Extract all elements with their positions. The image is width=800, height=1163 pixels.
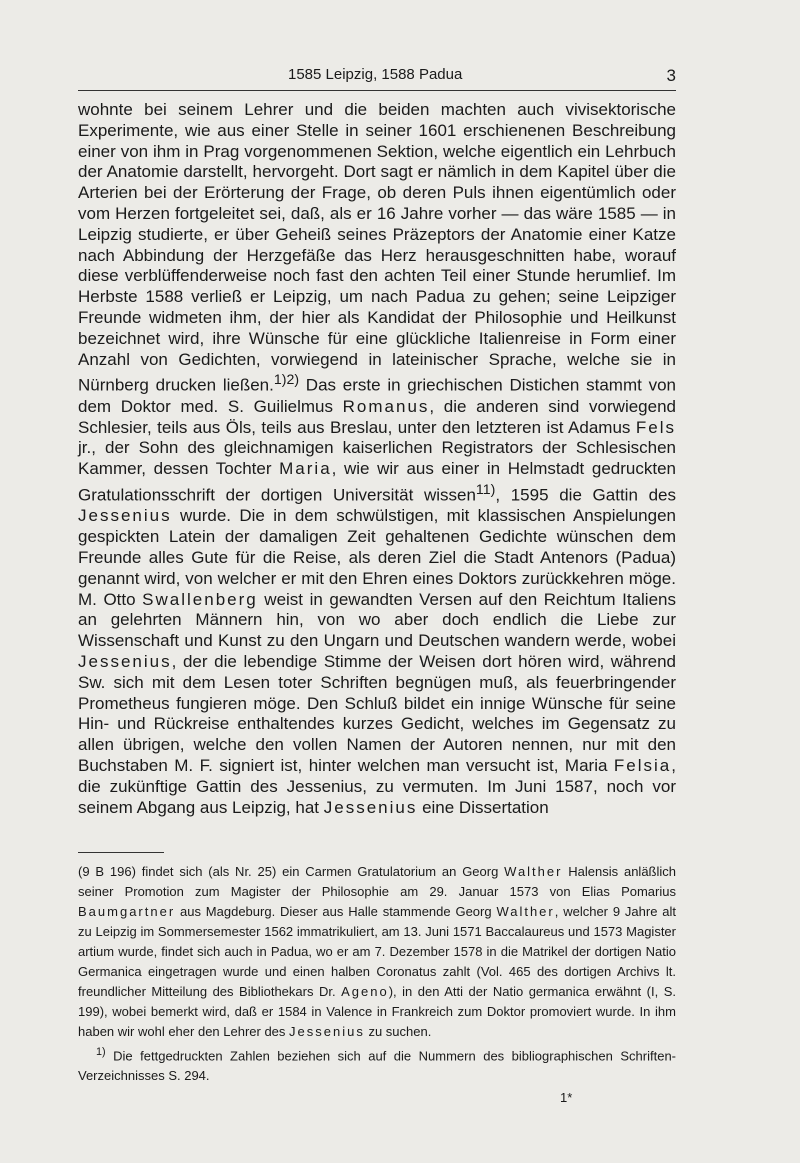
footnote-ref: 1) bbox=[273, 372, 287, 389]
person-name: Felsia bbox=[613, 756, 672, 776]
person-name: Walther bbox=[496, 904, 555, 919]
person-name: Romanus bbox=[342, 396, 430, 416]
footnote-ref: 11) bbox=[475, 482, 496, 498]
page-number: 3 bbox=[666, 66, 676, 85]
footnote-continued: (9 B 196) findet sich (als Nr. 25) ein Carmen Gratulatorium an Georg Walther Halensis anläßlich seiner Promotion zum Magister der Philosophie am 29. Januar 1573 von Elias Pomarius Baumgartner aus Magdeburg. Dieser aus Halle stammende Georg Walther, welcher 9 Jahre alt zu Leipzig im Sommersemester 1562 immatrikuliert, am 13. Juni 1571 Baccalaureus und 1573 Magister artium wurde, findet sich auch in Padua, wo er am 7. Dezember 1578 in die Matrikel der dortigen Natio Germanica eingetragen wurde und einen halben Coronatus zahlt (Vol. 465 des dortigen Archivs lt. freundlicher Mitteilung des Bibliothekars Dr. Ageno), in den Atti der Natio germanica erwähnt (I, S. 199), wobei bemerkt wird, daß er 1584 in Valence in Frankreich zum Doktor promoviert wurde. In ihm haben wir wohl eher den Lehrer des Jessenius zu suchen. bbox=[78, 864, 677, 1039]
person-name: Maria bbox=[279, 459, 332, 479]
body-text bbox=[78, 100, 676, 818]
footnote-mark: 1) bbox=[96, 1046, 106, 1058]
person-name: Jessenius bbox=[323, 797, 418, 817]
person-name: Jessenius bbox=[289, 1024, 365, 1039]
person-name: Walther bbox=[504, 864, 563, 879]
person-name: Ageno bbox=[341, 984, 389, 999]
person-name: Jessenius bbox=[78, 652, 172, 672]
person-name: Fels bbox=[635, 417, 676, 437]
footnote-ref: 2) bbox=[286, 372, 300, 389]
running-header bbox=[78, 66, 676, 91]
footnote-divider bbox=[78, 852, 164, 853]
person-name: Baumgartner bbox=[78, 904, 176, 919]
running-title: 1585 Leipzig, 1588 Padua bbox=[288, 66, 463, 83]
footnotes bbox=[78, 862, 676, 1086]
footnote-1: $^{1)}$ Die fettgedruckten Zahlen beziehen sich auf die Nummern des bibliographischen Schriften-Verzeichnisses S. 294. bbox=[78, 1046, 676, 1084]
person-name: Jessenius bbox=[78, 506, 172, 526]
person-name: Swallenberg bbox=[142, 589, 258, 609]
signature-mark: 1* bbox=[560, 1090, 573, 1105]
body-paragraph: wohnte bei seinem Lehrer und die beiden machten auch vivisektorische Experimente, wie aus einer Stelle in seiner 1601 erschienenen Beschreibung einer von ihm in Prag vorgenommenen Sektion, welche eigentlich ein Lehrbuch der Anatomie darstellt, hervorgeht. Dort sagt er nämlich in dem Kapitel über die Arterien bei der Erörterung der Frage, ob deren Puls ihnen eigentümlich oder vom Herzen fortgeleitet sei, daß, als er 16 Jahre vorher — das wäre 1585 — in Leipzig studierte, er über Geheiß seines Präzeptors der Anatomie einer Katze nach Abbindung der Herzgefäße das Herz herausgeschnitten habe, worauf diese verblüffenderweise noch fast den achten Teil einer Stunde herumlief. Im Herbste 1588 verließ er Leipzig, um nach Padua zu gehen; seine Leipziger Freunde widmeten ihm, der hier als Kandidat der Philosophie und Heilkunst bezeichnet wird, ihre Wünsche für eine glückliche Italienreise in Form einer Anzahl von Gedichten, vorwiegend in lateinischer Sprache, welche sie in Nürnberg drucken ließen.$^{1)2)}$ Das erste in griechischen Distichen stammt von dem Doktor med. S. Guilielmus Romanus, die anderen sind vorwiegend Schlesier, teils aus Öls, teils aus Breslau, unter den letzteren ist Adamus Fels jr., der Sohn des gleichnamigen kaiserlichen Registrators der Schlesischen Kammer, dessen Tochter Maria, wie wir aus einer in Helmstadt gedruckten Gratulationsschrift der dortigen Universität wissen$^{11)}$, 1595 die Gattin des Jessenius wurde. Die in dem schwülstigen, mit klassischen Anspielungen gespickten Latein der damaligen Zeit gehaltenen Gedichte wünschen dem Freunde alles Gute für die Reise, als deren Ziel die Stadt Antenors (Padua) genannt wird, von welcher er mit den Ehren eines Doktors zurückkehren möge. M. Otto Swallenberg weist in gewandten Versen auf den Reichtum Italiens an gelehrten Männern hin, von wo aber doch endlich die Liebe zur Wissenschaft und Kunst zu den Ungarn und Deutschen wandern werde, wobei Jessenius, der die lebendige Stimme der Weisen dort hören wird, während Sw. sich mit dem Lesen toter Schriften begnügen muß, als feuerbringender Prometheus fungieren möge. Den Schluß bildet ein innige Wünsche für seine Hin- und Rückreise enthaltendes kurzes Gedicht, welches im Gegensatz zu allen übrigen, welche den vollen Namen der Autoren nennen, nur mit den Buchstaben M. F. signiert ist, hinter welchen man versucht ist, Maria Felsia, die zukünftige Gattin des Jessenius, zu vermuten. Im Juni 1587, noch vor seinem Abgang aus Leipzig, hat Jessenius eine Dissertation bbox=[78, 100, 677, 817]
